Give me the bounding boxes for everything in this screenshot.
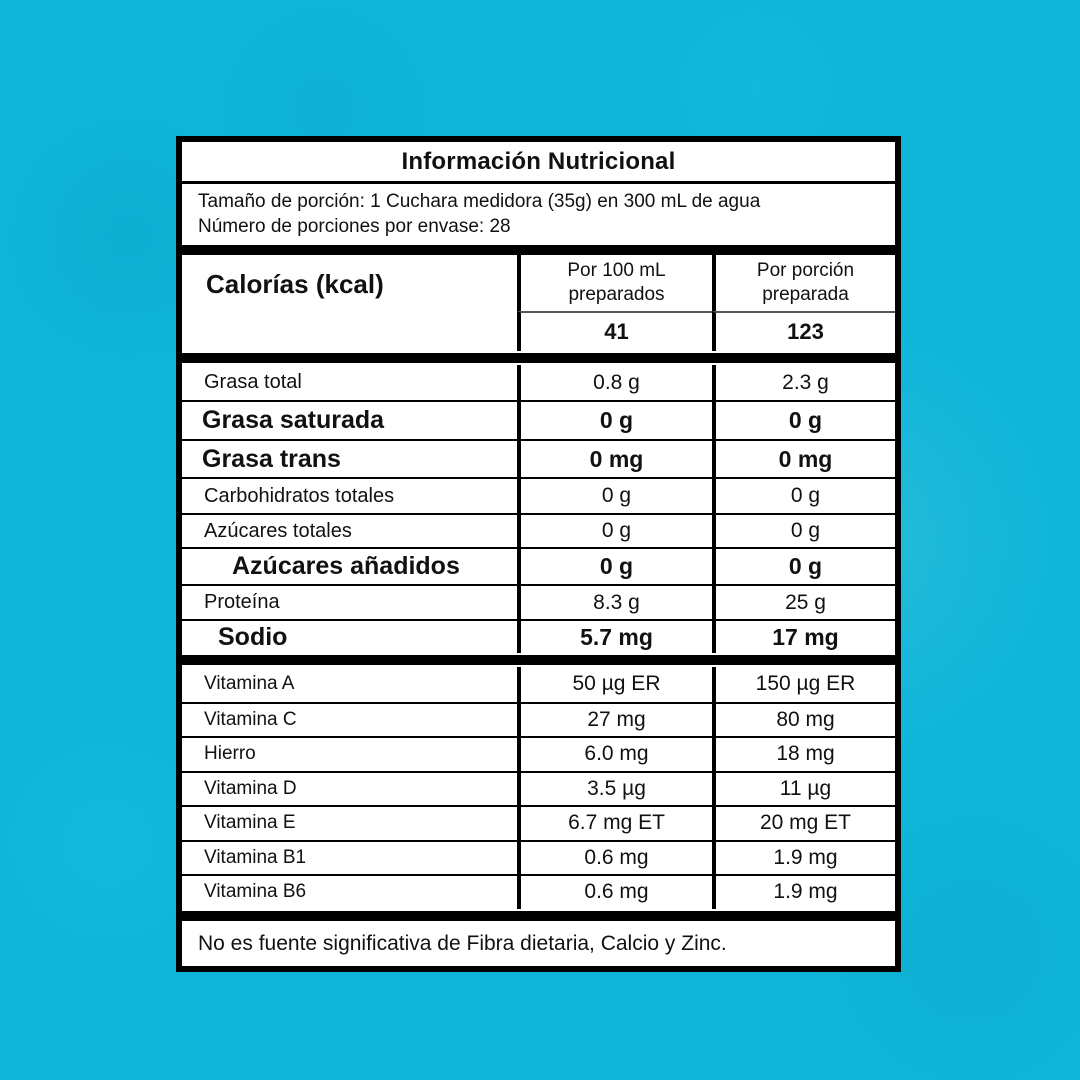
- nutrient-label: Grasa saturada: [202, 406, 385, 434]
- vitamin-value-per-portion: 1.9 mg: [712, 842, 895, 875]
- vitamin-value-per-portion: 11 µg: [712, 773, 895, 806]
- section-divider-bar: [182, 245, 895, 255]
- nutrient-row-azucares-anadidos: [182, 547, 895, 584]
- nutrient-label: Grasa total: [204, 371, 302, 393]
- vitamin-value-per-100ml: 6.0 mg: [517, 738, 712, 771]
- vitamin-value-per-portion: 150 µg ER: [712, 667, 895, 702]
- vitamin-value-per-portion: 1.9 mg: [712, 876, 895, 909]
- nutrient-value-per-portion: 0 g: [712, 402, 895, 439]
- vitamin-row-vitamina-c: [182, 702, 895, 737]
- vitamin-row-hierro: [182, 736, 895, 771]
- nutrient-label: Carbohidratos totales: [204, 484, 395, 507]
- nutrient-value-per-portion: 25 g: [712, 586, 895, 619]
- nutrient-value-per-portion: 17 mg: [712, 621, 895, 653]
- column-header-per-100ml: [517, 255, 712, 311]
- nutrient-value-per-portion: 2.3 g: [712, 365, 895, 400]
- vitamin-label: Vitamina B6: [204, 881, 307, 903]
- column-header-per-portion-line2: preparada: [762, 284, 849, 305]
- nutrient-row-carbohidratos: [182, 477, 895, 513]
- serving-size-text: Tamaño de porción: 1 Cuchara medidora (35g) en 300 mL de agua: [198, 191, 761, 212]
- nutrient-value-per-100ml: 0 g: [517, 549, 712, 584]
- nutrient-label: Azúcares añadidos: [232, 552, 460, 580]
- vitamin-row-vitamina-b1: [182, 840, 895, 875]
- vitamin-value-per-portion: 80 mg: [712, 704, 895, 737]
- column-header-per-100ml-line2: preparados: [568, 284, 665, 305]
- nutrient-value-per-100ml: 0 mg: [517, 441, 712, 477]
- nutrient-row-azucares-totales: [182, 513, 895, 547]
- nutrient-label: Azúcares totales: [204, 519, 352, 542]
- column-header-per-portion-line1: Por porción: [756, 260, 855, 281]
- nutrient-row-grasa-saturada: [182, 400, 895, 439]
- nutrient-value-per-100ml: 0 g: [517, 479, 712, 513]
- vitamin-value-per-100ml: 3.5 µg: [517, 773, 712, 806]
- vitamin-label: Vitamina C: [204, 708, 297, 730]
- section-divider-bar: [182, 353, 895, 363]
- vitamin-label: Vitamina A: [204, 673, 295, 695]
- vitamin-label: Vitamina B1: [204, 846, 307, 868]
- nutrient-value-per-portion: 0 g: [712, 479, 895, 513]
- column-header-per-100ml-line1: Por 100 mL: [567, 260, 666, 281]
- nutrient-row-grasa-total: [182, 365, 895, 400]
- nutrient-label: Grasa trans: [202, 444, 341, 473]
- nutrient-value-per-100ml: 5.7 mg: [517, 621, 712, 653]
- calories-section: [182, 255, 895, 351]
- vitamin-value-per-100ml: 50 µg ER: [517, 667, 712, 702]
- footnote: No es fuente significativa de Fibra dietaria, Calcio y Zinc.: [198, 932, 727, 955]
- label-title-row: [182, 142, 895, 184]
- nutrient-value-per-100ml: 8.3 g: [517, 586, 712, 619]
- vitamin-label: Vitamina D: [204, 777, 297, 799]
- vitamin-value-per-portion: 20 mg ET: [712, 807, 895, 840]
- vitamin-row-vitamina-a: [182, 667, 895, 702]
- column-header-per-portion: [712, 255, 895, 311]
- nutrition-label-panel: [176, 136, 901, 972]
- calories-value-per-portion: 123: [712, 311, 895, 351]
- vitamin-row-vitamina-b6: [182, 874, 895, 909]
- nutrient-row-sodio: [182, 619, 895, 653]
- vitamin-value-per-100ml: 6.7 mg ET: [517, 807, 712, 840]
- nutrient-value-per-portion: 0 g: [712, 515, 895, 547]
- nutrient-value-per-portion: 0 g: [712, 549, 895, 584]
- section-divider-bar: [182, 655, 895, 665]
- nutrient-row-grasa-trans: [182, 439, 895, 477]
- vitamin-label: Hierro: [204, 743, 256, 765]
- nutrient-value-per-100ml: 0.8 g: [517, 365, 712, 400]
- serving-info: [182, 184, 895, 245]
- section-divider-bar: [182, 911, 895, 921]
- calories-label: Calorías (kcal): [206, 269, 384, 299]
- vitamin-value-per-100ml: 27 mg: [517, 704, 712, 737]
- calories-value-per-100ml: 41: [517, 311, 712, 351]
- vitamin-row-vitamina-e: [182, 805, 895, 840]
- nutrient-row-proteina: [182, 584, 895, 619]
- nutrient-label: Proteína: [204, 591, 280, 613]
- vitamin-value-per-portion: 18 mg: [712, 738, 895, 771]
- servings-per-container-text: Número de porciones por envase: 28: [198, 216, 511, 237]
- nutrient-value-per-portion: 0 mg: [712, 441, 895, 477]
- nutrient-value-per-100ml: 0 g: [517, 515, 712, 547]
- nutrient-value-per-100ml: 0 g: [517, 402, 712, 439]
- vitamin-value-per-100ml: 0.6 mg: [517, 876, 712, 909]
- nutrient-label: Sodio: [218, 622, 288, 651]
- vitamin-value-per-100ml: 0.6 mg: [517, 842, 712, 875]
- vitamin-row-vitamina-d: [182, 771, 895, 806]
- label-title: Información Nutricional: [401, 147, 676, 175]
- vitamin-label: Vitamina E: [204, 812, 296, 834]
